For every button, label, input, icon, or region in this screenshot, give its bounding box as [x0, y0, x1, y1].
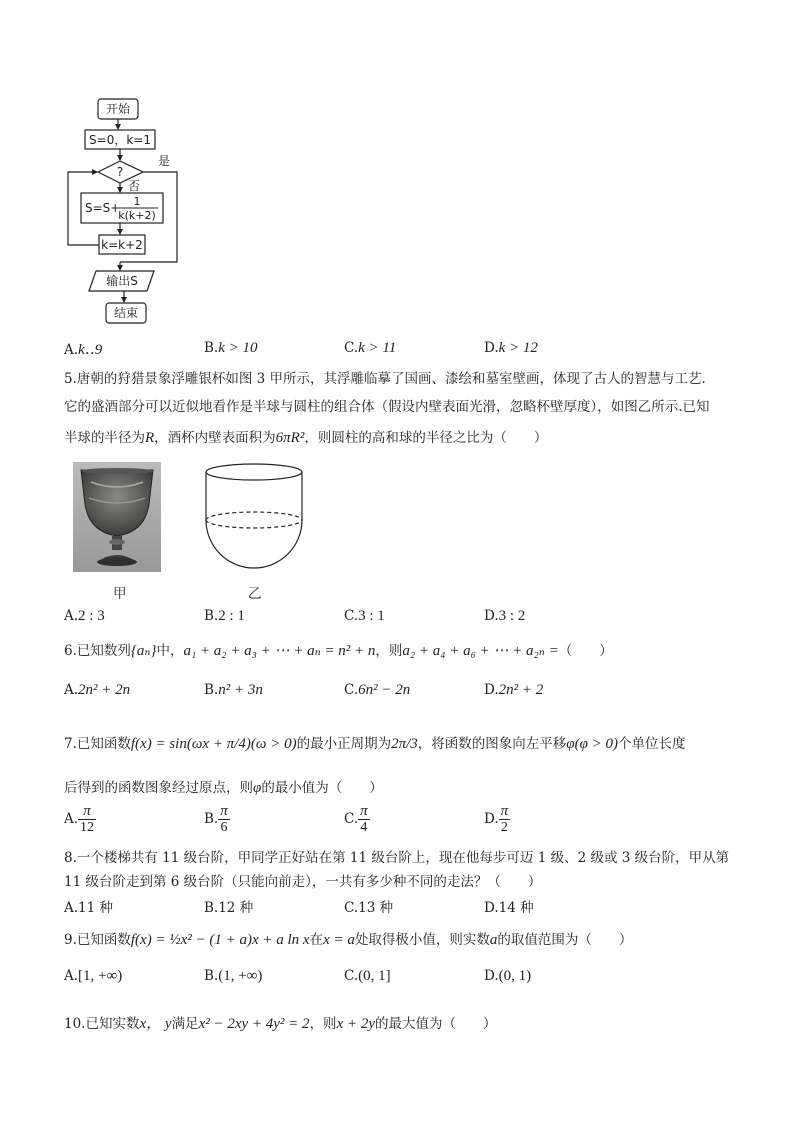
caption-jia: 甲	[113, 586, 127, 602]
q8-option-a: A.11 种	[64, 900, 114, 916]
svg-text:?: ?	[116, 165, 124, 179]
q5-option-a: A.2 : 3	[64, 608, 105, 624]
q8-option-d: D.14 种	[484, 900, 534, 916]
q8-line-1: 8.一个楼梯共有 11 级台阶，甲同学正好站在第 11 级台阶上，现在他每步可迈 1 级、2 级或 3 级台阶，甲从第	[64, 850, 730, 866]
q7-line-2: 后得到的函数图象经过原点，则φ的最小值为（ ）	[64, 780, 383, 796]
q5-option-b: B.2 : 1	[204, 608, 245, 624]
q6-option-c: C.6n² − 2n	[344, 682, 411, 698]
q7-option-d: D. $\frac{\pi}{2}$	[484, 803, 509, 835]
q7-option-c: C. $\frac{\pi}{4}$	[344, 803, 368, 835]
q5-option-c: C.3 : 1	[344, 608, 385, 624]
svg-text:k=k+2: k=k+2	[101, 238, 143, 252]
svg-text:1: 1	[133, 195, 141, 208]
q7-option-b: B. $\frac{\pi}{6}$	[204, 803, 228, 835]
svg-text:k(k+2): k(k+2)	[118, 209, 156, 222]
svg-text:S=S+: S=S+	[85, 201, 121, 215]
q8-line-2: 11 级台阶走到第 6 级台阶（只能向前走），一共有多少种不同的走法？（ ）	[64, 874, 542, 890]
q6-option-b: B.n² + 3n	[204, 682, 263, 698]
svg-text:S=0，k=1: S=0，k=1	[89, 133, 151, 147]
flowchart	[60, 92, 200, 332]
q9-option-a: A.[1, +∞)	[64, 968, 123, 984]
svg-text:否: 否	[128, 179, 141, 193]
svg-text:是: 是	[158, 154, 171, 168]
q9-option-c: C.(0, 1]	[344, 968, 391, 984]
svg-text:结束: 结束	[113, 306, 139, 320]
q7-option-a: A. $\frac{\pi}{12}$	[64, 803, 95, 835]
silver-cup-photo	[73, 462, 161, 572]
q5-line-3: 半球的半径为R，酒杯内壁表面积为6πR²，则圆柱的高和球的半径之比为（ ）	[64, 430, 548, 446]
svg-text:输出S: 输出S	[106, 274, 138, 288]
q4-option-d: D.k > 12	[484, 340, 538, 356]
q6-option-d: D.2n² + 2	[484, 682, 544, 698]
q5-line-1: 5.唐朝的狩猎景象浮雕银杯如图 3 甲所示，其浮雕临摹了国画、漆绘和墓室壁画，体现了古人的智慧与工艺.	[64, 371, 706, 387]
q6-option-a: A.2n² + 2n	[64, 682, 131, 698]
q10-stem: 10.已知实数x， y满足x² − 2xy + 4y² = 2，则x + 2y的最大值为（ ）	[64, 1016, 497, 1032]
q4-option-b: B.k > 10	[204, 340, 258, 356]
q6-stem: 6.已知数列{aₙ}中，a₁ + a₂ + a₃ + ⋯ + aₙ = n² + n，则a₂ + a₄ + a₆ + ⋯ + a₂ₙ =（ ）	[64, 643, 613, 659]
q4-option-a: A.k‥9	[64, 342, 103, 358]
svg-text:开始: 开始	[105, 102, 131, 116]
cup-model-diagram	[202, 460, 306, 572]
caption-yi: 乙	[248, 586, 262, 602]
q7-line-1: 7.已知函数f(x) = sin(ωx + π/4)(ω > 0)的最小正周期为2π/3，将函数的图象向左平移φ(φ > 0)个单位长度	[64, 736, 686, 752]
q5-line-2: 它的盛酒部分可以近似地看作是半球与圆柱的组合体（假设内壁表面光滑，忽略杯壁厚度），如图乙所示.已知	[64, 399, 710, 415]
q8-option-c: C.13 种	[344, 900, 394, 916]
q8-option-b: B.12 种	[204, 900, 254, 916]
q4-option-c: C.k > 11	[344, 340, 397, 356]
q9-option-b: B.(1, +∞)	[204, 968, 263, 984]
q5-option-d: D.3 : 2	[484, 608, 526, 624]
q9-option-d: D.(0, 1)	[484, 968, 532, 984]
q9-stem: 9.已知函数f(x) = ½x² − (1 + a)x + a ln x在x = a处取得极小值，则实数a的取值范围为（ ）	[64, 932, 633, 948]
